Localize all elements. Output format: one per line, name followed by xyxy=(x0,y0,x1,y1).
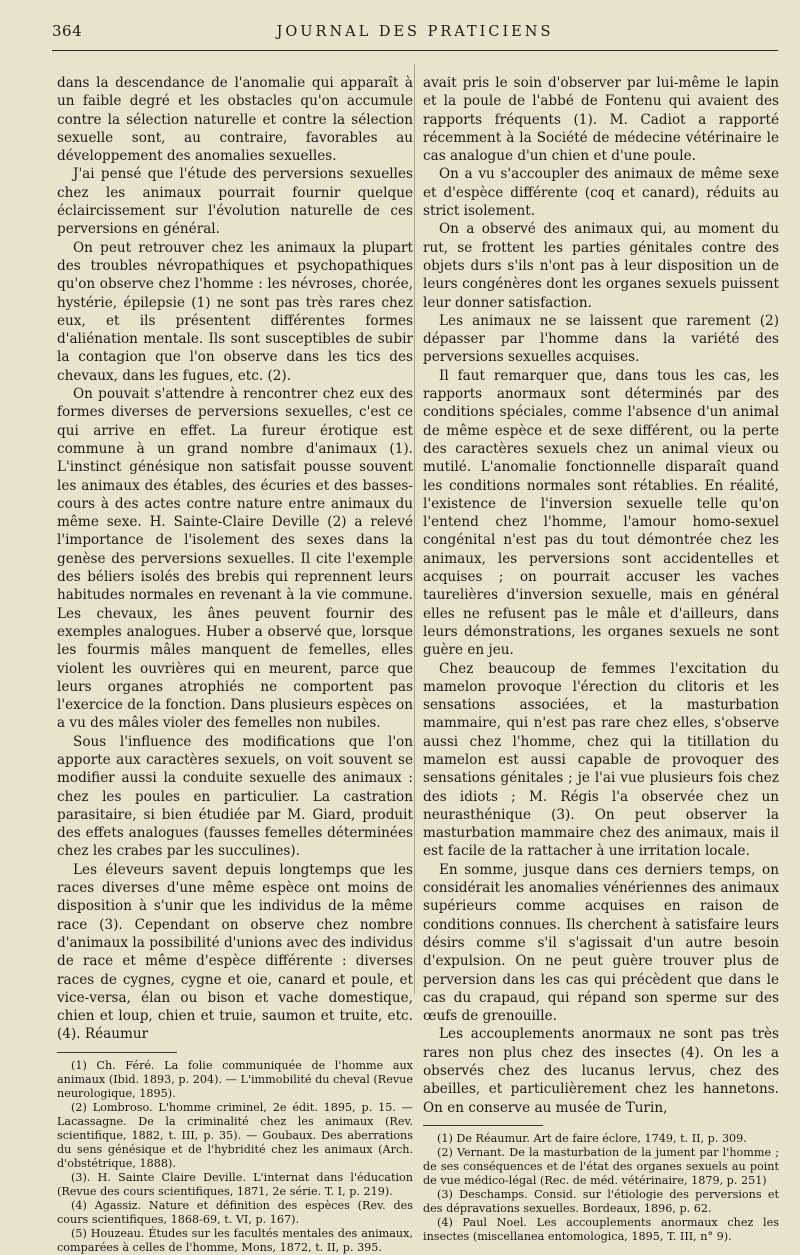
footnote: (4) Paul Noel. Les accouplements anormaux chez les insectes (miscellanea entomologica, 1895, T. III, n° 9). xyxy=(423,1215,779,1243)
footnote: (1) De Réaumur. Art de faire éclore, 1749, t. II, p. 309. xyxy=(437,1131,747,1145)
left-body-text xyxy=(57,74,413,1044)
page-header xyxy=(52,22,778,48)
right-body-text xyxy=(423,74,779,1117)
footnote-rule xyxy=(57,1052,177,1053)
paragraph: On peut retrouver chez les animaux la plupart des troubles névropathiques et psychopathiques qu'on observe chez l'homme : les névroses, chorée, hystérie, épilepsie (1) ne sont pas très rares chez eux, et ils présentent différentes formes d'aliénation mentale. Ils sont susceptibles de subir la contagion que l'on observe dans les tics des chevaux, dans les fugues, etc. (2). xyxy=(57,239,413,384)
left-footnotes xyxy=(57,1059,413,1255)
paragraph: Sous l'influence des modifications que l'on apporte aux caractères sexuels, on voit souvent se modifier aussi la conduite sexuelle des animaux : chez les poules en particulier. La castration parasitaire, si bien étudiée par M. Giard, produit des effets analogues (fausses femelles déterminées chez les crabes par les succulines). xyxy=(57,733,413,860)
paragraph: J'ai pensé que l'étude des perversions sexuelles chez les animaux pourrait fournir quelque éclaircissement sur l'évolution naturelle de ces perversions en général. xyxy=(57,166,413,238)
footnote: (3) Deschamps. Consid. sur l'étiologie des perversions et des dépravations sexuelles. Bordeaux, 1896, p. 62. xyxy=(423,1187,779,1215)
footnote: (1) Ch. Féré. La folie communiquée de l'homme aux animaux (Ibid. 1893, p. 204). — L'immobilité du cheval (Revue neurologique, 1895). xyxy=(57,1058,413,1100)
footnote: (4) Agassiz. Nature et définition des espèces (Rev. des cours scientifiques, 1868-69, t. VI, p. 167). xyxy=(57,1198,413,1226)
paragraph: Les accouplements anormaux ne sont pas très rares non plus chez des insectes (4). On les a observés chez des lucanus lervus, chez des abeilles, et particulièrement chez les hannetons. On en conserve au musée de Turin, xyxy=(423,1026,779,1116)
paragraph: Chez beaucoup de femmes l'excitation du mamelon provoque l'érection du clitoris et les sensations associées, et la masturbation mammaire, qui n'est pas rare chez elles, s'observe aussi chez l'homme, chez qui la titillation du mamelon est aussi capable de provoquer des sensations génitales ; je l'ai vue plusieurs fois chez des idiots ; M. Régis l'a observée chez un neurasthénique (3). On peut observer la masturbation mammaire chez des animaux, mais il est facile de la rattacher à une irritation locale. xyxy=(423,660,779,860)
running-title: JOURNAL DES PRATICIENS xyxy=(276,24,554,40)
page-number: 364 xyxy=(52,22,83,40)
paragraph: En somme, jusque dans ces derniers temps, on considérait les anomalies vénériennes des animaux supérieurs comme acquises en raison de conditions connues. Ils cherchent à satisfaire leurs désirs comme s'il s'agissait d'un autre besoin d'expulsion. On ne peut guère trouver plus de perversion dans les cas qui précèdent que dans le cas du crapaud, qui répand son sperme sur des œufs de grenouille. xyxy=(423,861,779,1025)
paragraph: On a observé des animaux qui, au moment du rut, se frottent les parties génitales contre des objets durs s'ils n'ont pas à leur disposition un de leurs congénères dont les organes sexuels puissent leur donner satisfaction. xyxy=(423,221,779,311)
paragraph: Il faut remarquer que, dans tous les cas, les rapports anormaux sont déterminés par des conditions spéciales, comme l'absence d'un animal de même espèce et de sexe différent, ou la perte des caractères sexuels chez un animal vieux ou mutilé. L'anomalie fonctionnelle disparaît quand les conditions normales sont rétablies. En réalité, l'existence de l'inversion sexuelle telle qu'on l'entend chez l'homme, l'amour homo-sexuel congénital n'est pas du tout démontrée chez les animaux, les perversions sont accidentelles et acquises ; on pourrait accuser les vaches taurelières d'inversion sexuelle, mais en général elles ne refusent pas le mâle et d'ailleurs, dans leurs démonstrations, les organes sexuels ne sont guère en jeu. xyxy=(423,367,779,659)
header-rule xyxy=(52,50,778,51)
right-column xyxy=(423,74,779,1244)
paragraph: On pouvait s'attendre à rencontrer chez eux des formes diverses de perversions sexuelles, c'est ce qui arrive en effet. La fureur érotique est commune à un grand nombre d'animaux (1). L'instinct génésique non satisfait pousse souvent les animaux des étables, des écuries et des basses-cours à des actes contre nature entre animaux du même sexe. H. Sainte-Claire Deville (2) a relevé l'importance de l'isolement des sexes dans la genèse des perversions sexuelles. Il cite l'exemple des béliers isolés des brebis qui reprennent leurs habitudes normales en revenant à la vie commune. Les chevaux, les ânes peuvent fournir des exemples analogues. Huber a observé que, lorsque les fourmis mâles manquent de femelles, elles violent les ouvrières qui en meurent, parce que leurs organes atrophiés ne comportent pas l'exercice de la fonction. Dans plusieurs espèces on a vu des mâles violer des femelles non nubiles. xyxy=(57,386,413,732)
paragraph: Les animaux ne se laissent que rarement (2) dépasser par l'homme dans la variété des perversions sexuelles acquises. xyxy=(423,312,779,366)
footnote: (3). H. Sainte Claire Deville. L'internat dans l'éducation (Revue des cours scientifiques, 1871, 2e série. T. I, p. 219). xyxy=(57,1170,413,1198)
footnote: (2) Lombroso. L'homme criminel, 2e édit. 1895, p. 15. — Lacassagne. De la criminalité chez les animaux (Rev. scientifique, 1882, t. III, p. 35). — Goubaux. Des aberrations du sens génésique et de l'hybridité chez les animaux (Arch. d'obstétrique, 1888). xyxy=(57,1100,413,1170)
paragraph: On a vu s'accoupler des animaux de même sexe et d'espèce différente (coq et canard), réduits au strict isolement. xyxy=(423,166,779,220)
left-column xyxy=(57,74,413,1255)
footnote: (5) Houzeau. Études sur les facultés mentales des animaux, comparées à celles de l'homme, Mons, 1872, t. II, p. 395. xyxy=(57,1226,413,1254)
paragraph: dans la descendance de l'anomalie qui apparaît à un faible degré et les obstacles qu'on accumule contre la sélection naturelle et contre la sélection sexuelle sont, au contraire, favorables au développement des anomalies sexuelles. xyxy=(57,75,413,165)
paragraph: Les éleveurs savent depuis longtemps que les races diverses d'une même espèce ont moins de disposition à s'unir que les individus de la même race (3). Cependant on observe chez nombre d'animaux la possibilité d'unions avec des individus de race et même d'espèce différente : diverses races de cygnes, cygne et oie, canard et poule, et vice-versa, élan ou bison et vache domestique, chien et loup, chien et truie, saumon et truite, etc. (4). Réaumur xyxy=(57,861,413,1043)
footnote: (2) Vernant. De la masturbation de la jument par l'homme ; de ses conséquences et de l'état des organes sexuels au point de vue médico-légal (Rec. de méd. vétérinaire, 1879, p. 251) xyxy=(423,1145,779,1187)
paragraph: avait pris le soin d'observer par lui-même le lapin et la poule de l'abbé de Fontenu qui avaient des rapports fréquents (1). M. Cadiot a rapporté récemment à la Société de médecine vétérinaire le cas analogue d'un chien et d'une poule. xyxy=(423,75,779,165)
right-footnotes xyxy=(423,1132,779,1244)
footnote-rule xyxy=(423,1125,543,1126)
column-divider xyxy=(414,64,415,994)
